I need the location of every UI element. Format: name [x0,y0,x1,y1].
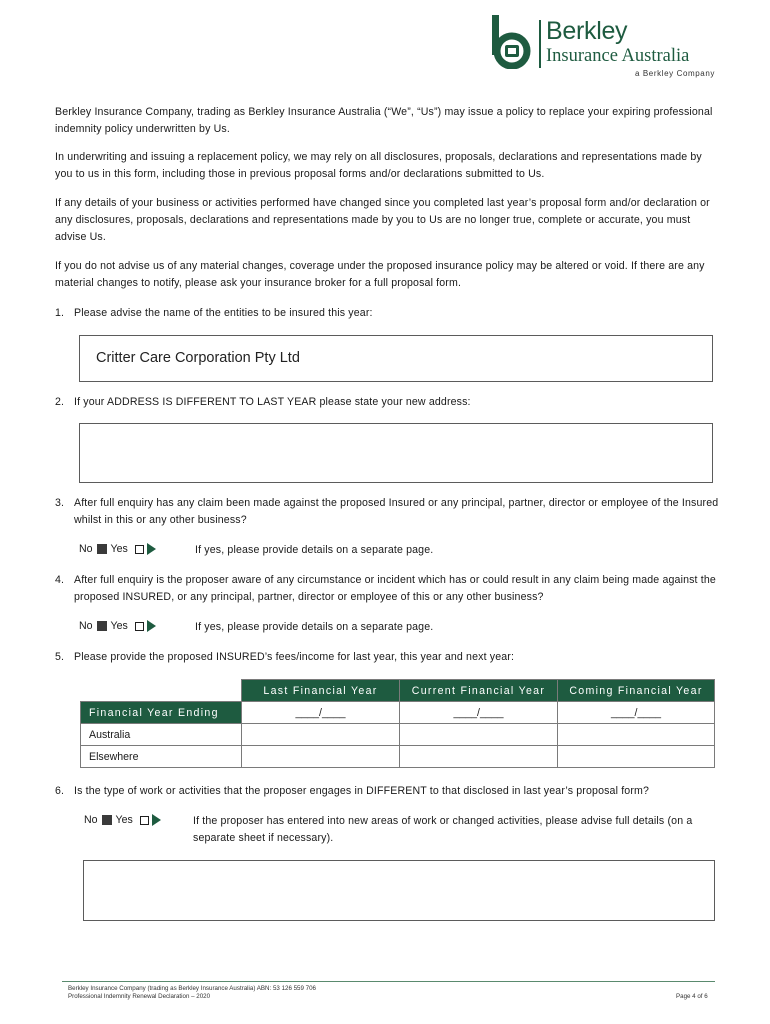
yes-checkbox[interactable] [135,622,144,631]
question-6 [55,783,720,800]
yes-checkbox[interactable] [140,816,149,825]
fee-cell[interactable] [558,724,715,746]
row-label: Elsewhere [81,746,242,768]
q6-options [84,814,161,826]
intro-paragraph-4: If you do not advise us of any material changes, coverage under the proposed insurance policy may be altered or void. If there are any material changes to notify, please ask your insurance broker for a full proposal form. [55,260,705,289]
yes-label: Yes [110,620,128,632]
q4-options [79,620,156,632]
fee-cell[interactable] [558,746,715,768]
logo-divider [539,20,541,68]
question-text: Please provide the proposed INSURED’s fees/income for last year, this year and next year: [74,651,515,663]
footer-document: Professional Indemnity Renewal Declaration – 2020 [68,993,211,1000]
yes-label: Yes [110,543,128,555]
fee-cell[interactable] [400,724,558,746]
fees-table [80,679,715,768]
question-number: 3. [55,497,65,509]
question-number: 2. [55,396,65,408]
question-4 [55,572,720,606]
no-checkbox[interactable] [97,621,107,631]
question-number: 6. [55,785,65,797]
question-number: 5. [55,651,65,663]
date-cell[interactable]: ____/____ [400,702,558,724]
yes-label: Yes [115,814,133,826]
q3-options [79,543,156,555]
q3-note: If yes, please provide details on a separate page. [195,544,434,556]
intro-paragraph-3: If any details of your business or activities performed have changed since you completed last year’s proposal form and/or declaration or any disclosures, proposals, declarations and representations made by you to Us are no longer true, complete or accurate, you must advise Us. [55,197,710,243]
entity-name-field[interactable] [79,335,713,382]
page-number: Page 4 of 6 [676,993,708,1000]
question-5 [55,649,720,666]
question-text: Please advise the name of the entities to be insured this year: [74,307,373,319]
question-text: Is the type of work or activities that the proposer engages in DIFFERENT to that disclosed in last year’s proposal form? [74,785,650,797]
footer-divider [62,981,715,982]
new-address-field[interactable] [79,423,713,483]
question-1 [55,305,720,322]
no-label: No [79,543,93,555]
row-label: Australia [81,724,242,746]
q6-note: If the proposer has entered into new areas of work or changed activities, please advise full details (on a separate sheet if necessary). [193,815,693,844]
fee-cell[interactable] [242,724,400,746]
question-text: If your ADDRESS IS DIFFERENT TO LAST YEAR please state your new address: [74,396,471,408]
column-header: Current Financial Year [400,680,558,702]
table-header-row [81,680,715,702]
fee-cell[interactable] [400,746,558,768]
table-row [81,724,715,746]
intro-paragraph-2: In underwriting and issuing a replacement policy, we may rely on all disclosures, proposals, declarations and representations made by you to us in this form, including those in previous proposal forms and/or declarations submitted to Us. [55,151,702,180]
table-row [81,746,715,768]
entity-name-value: Critter Care Corporation Pty Ltd [96,350,300,366]
q4-note: If yes, please provide details on a separate page. [195,621,434,633]
row-header: Financial Year Ending [81,702,242,724]
question-text: After full enquiry is the proposer aware of any circumstance or incident which has or could result in any claim being made against the proposed INSURED, or any principal, partner, director or employee of this or any other business? [74,574,716,603]
no-checkbox[interactable] [97,544,107,554]
arrow-right-icon [147,620,156,632]
yes-checkbox[interactable] [135,545,144,554]
logo-subbrand: Insurance Australia [546,46,690,66]
question-2 [55,394,720,411]
date-cell[interactable]: ____/____ [242,702,400,724]
question-3 [55,495,720,529]
footer-company: Berkley Insurance Company (trading as Berkley Insurance Australia) ABN: 53 126 559 706 [68,985,316,992]
logo-tagline: a Berkley Company [635,69,716,78]
work-changes-field[interactable] [83,860,715,921]
fee-cell[interactable] [242,746,400,768]
arrow-right-icon [147,543,156,555]
no-label: No [84,814,98,826]
intro-paragraph-1: Berkley Insurance Company, trading as Berkley Insurance Australia (“We”, “Us”) may issue a policy to replace your expiring professional indemnity policy underwritten by Us. [55,106,713,135]
question-number: 4. [55,574,65,586]
logo-brand: Berkley [546,17,628,45]
question-text: After full enquiry has any claim been made against the proposed Insured or any principal, partner, director or employee of the Insured whilst in this or any other business? [74,497,719,526]
no-checkbox[interactable] [102,815,112,825]
company-logo [490,14,720,80]
column-header: Coming Financial Year [558,680,715,702]
date-cell[interactable]: ____/____ [558,702,715,724]
question-number: 1. [55,307,65,319]
arrow-right-icon [152,814,161,826]
table-row [81,702,715,724]
berkley-b-logo-icon [490,15,534,69]
column-header: Last Financial Year [242,680,400,702]
no-label: No [79,620,93,632]
